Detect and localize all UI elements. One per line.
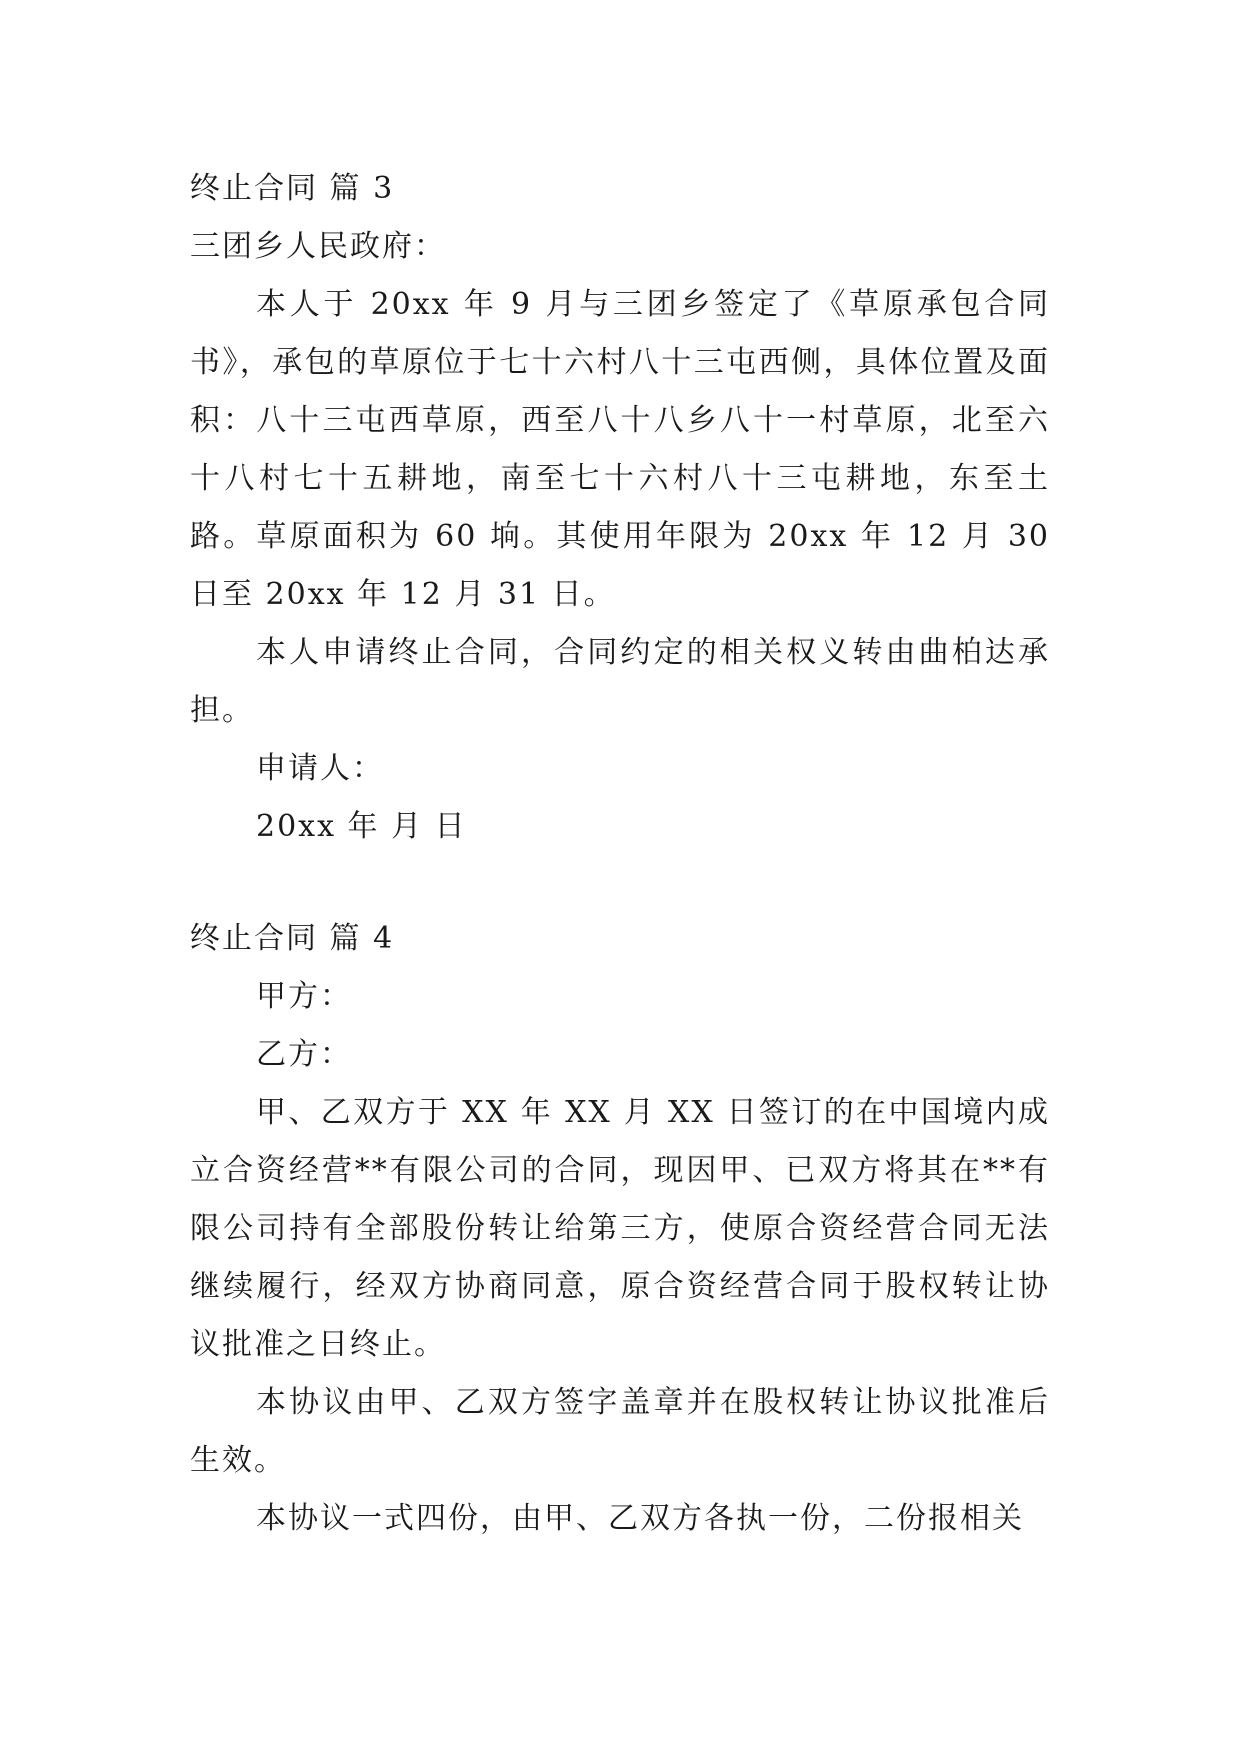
section-3-date: 20xx 年 月 日: [256, 809, 467, 844]
section-4-title: 终止合同 篇 4: [190, 921, 395, 956]
section-3-applicant: 申请人：: [256, 751, 384, 786]
section-4-paragraph-2: 本协议由甲、乙双方签字盖章并在股权转让协议批准后生效。: [190, 1385, 1050, 1478]
section-4-paragraph-3: 本协议一式四份，由甲、乙双方各执一份，二份报相关: [256, 1501, 1024, 1536]
document-body: [190, 160, 1050, 1548]
section-4-party-a: 甲方：: [256, 979, 352, 1014]
section-3-paragraph-2: 本人申请终止合同，合同约定的相关权义转由曲柏达承担。: [190, 635, 1050, 728]
section-4-paragraph-1: 甲、乙双方于 XX 年 XX 月 XX 日签订的在中国境内成立合资经营**有限公司的合同，现因甲、已双方将其在**有限公司持有全部股份转让给第三方，使原合资经营合同无法继续履行，经双方协商同意，原合资经营合同于股权转让协议批准之日终止。: [190, 1095, 1050, 1362]
section-3-addressee: 三团乡人民政府：: [190, 229, 446, 264]
section-3-title: 终止合同 篇 3: [190, 171, 395, 206]
section-3-paragraph-1: 本人于 20xx 年 9 月与三团乡签定了《草原承包合同书》，承包的草原位于七十六村八十三屯西侧，具体位置及面积：八十三屯西草原，西至八十八乡八十一村草原，北至六十八村七十五耕地，南至七十六村八十三屯耕地，东至土路。草原面积为 60 垧。其使用年限为 20xx 年 12 月 30 日至 20xx 年 12 月 31 日。: [190, 287, 1050, 612]
section-4-party-b: 乙方：: [256, 1037, 352, 1072]
section-spacer: [190, 856, 1050, 910]
